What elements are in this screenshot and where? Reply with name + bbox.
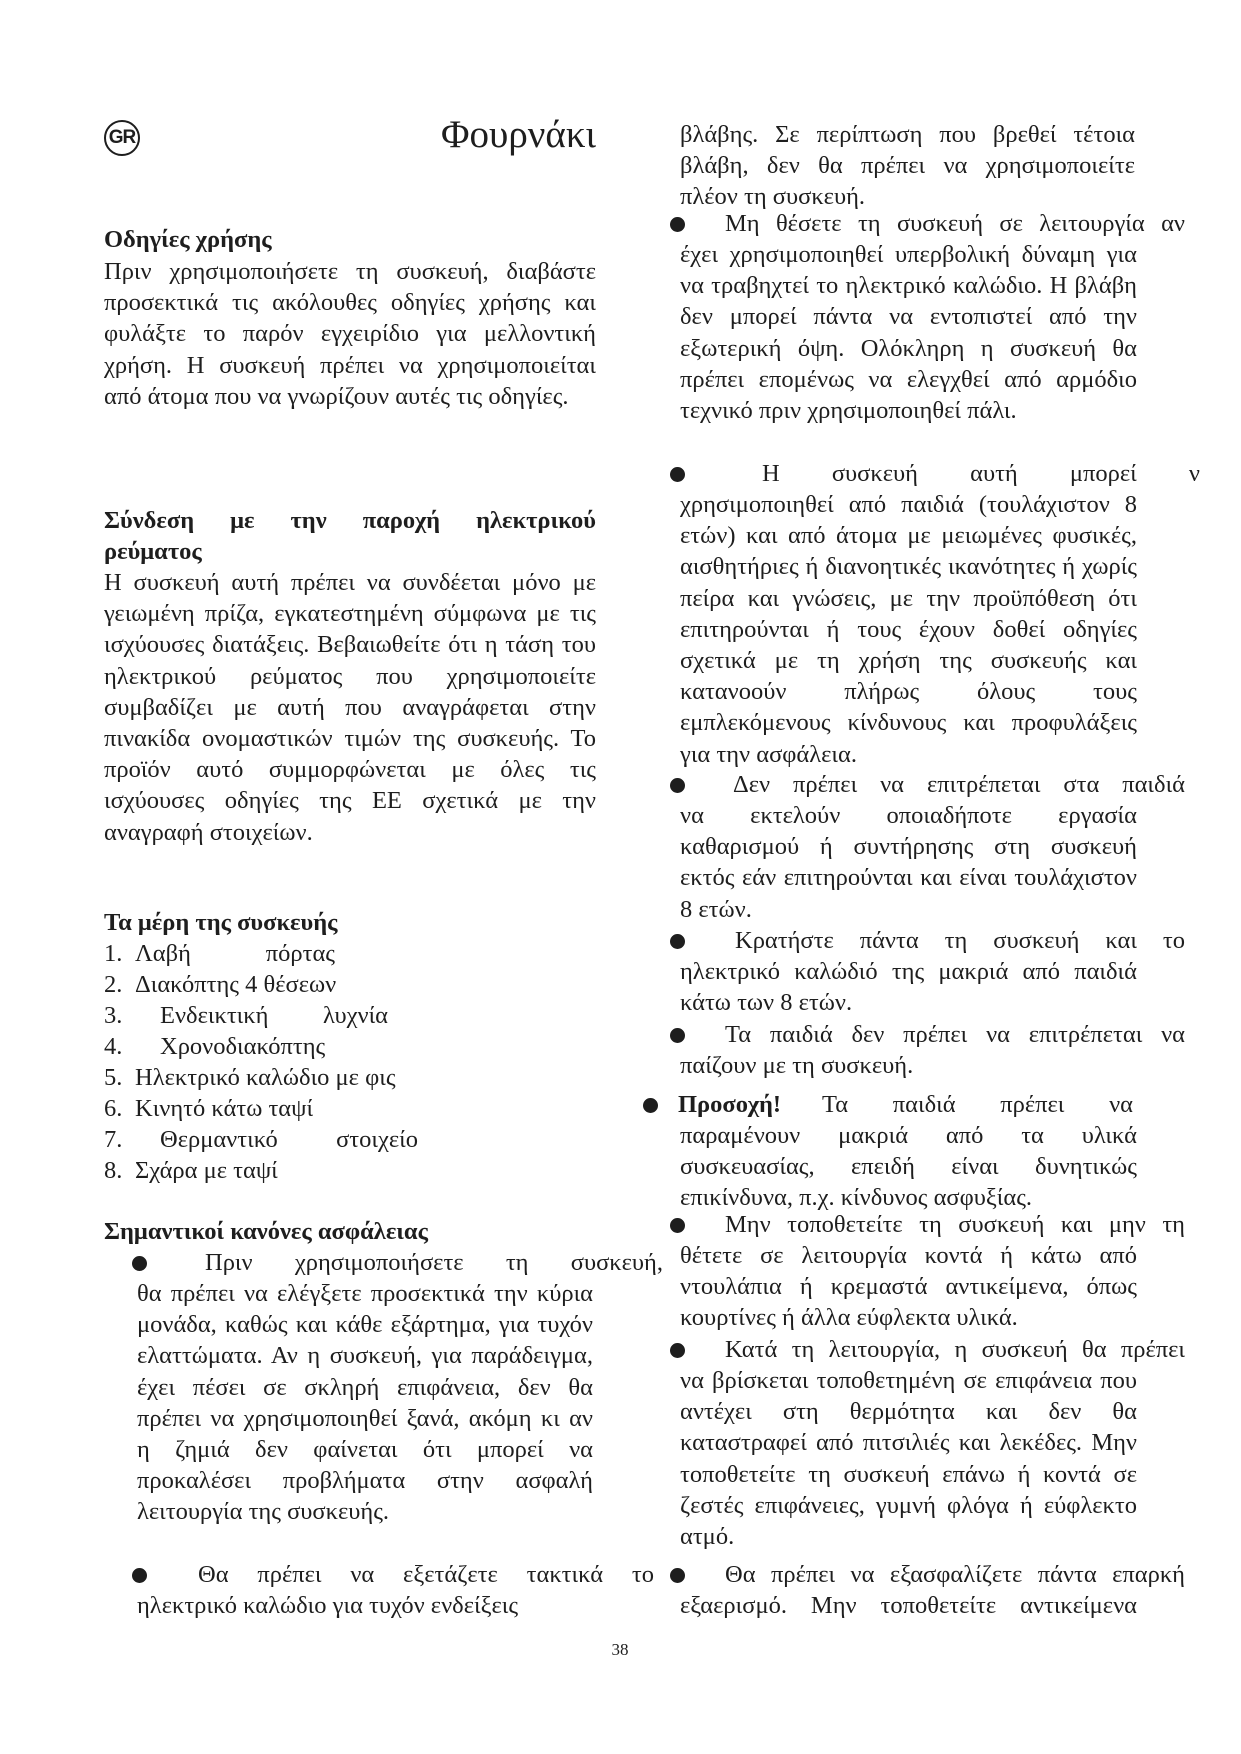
heading-safety: Σημαντικοί κανόνες ασφάλειας — [104, 1218, 428, 1245]
safety-item-first-line: Τα παιδιά δεν πρέπει να επιτρέπεται να — [725, 1021, 1185, 1048]
bullet-icon — [670, 778, 685, 793]
list-item-number: 6. — [104, 1095, 123, 1122]
safety-item-first-line: Η συσκευή αυτή μπορεί ν — [762, 460, 1200, 487]
safety-item: θα πρέπει να ελέγξετε προσεκτικά την κύρια μονάδα, καθώς και κάθε εξάρτημα, για τυχόν ελαττώματα. Αν η συσκευή, για παράδειγμα, έχει πέσει σε σκληρή επιφάνεια, δεν θα πρέπει να χρησιμοποιηθεί ξανά, ακόμη κι αν η ζημιά δεν φαίνεται ότι μπορεί να προκαλέσει προβλήματα στην ασφαλή λειτουργία της συσκευής. — [137, 1280, 593, 1526]
list-item: Κινητό κάτω ταψί — [135, 1095, 314, 1122]
safety-item: να βρίσκεται τοποθετημένη σε επιφάνεια που αντέχει στη θερμότητα και δεν θα καταστραφεί από πιτσιλιές και λεκέδες. Μην τοποθετείτε τη συσκευή επάνω ή κοντά σε ζεστές επιφάνειες, γυμνή φλόγα ή εύφλεκτο ατμό. — [680, 1367, 1137, 1551]
heading-instructions: Οδηγίες χρήσης — [104, 226, 272, 253]
list-item-number: 2. — [104, 971, 123, 998]
bullet-icon — [132, 1256, 147, 1271]
heading-connection: Σύνδεση με την παροχή ηλεκτρικού — [104, 507, 596, 534]
list-item-number: 5. — [104, 1064, 123, 1091]
safety-item-first-line: Θα πρέπει να εξετάζετε τακτικά το — [198, 1561, 654, 1588]
safety-item-first-line: Πριν χρησιμοποιήσετε τη συσκευή, — [205, 1249, 663, 1276]
list-item-number: 1. — [104, 940, 123, 967]
heading-connection-line2: ρεύματος — [104, 538, 202, 565]
safety-item: παραμένουν μακριά από τα υλικά συσκευασίας, επειδή είναι δυνητικώς επικίνδυνα, π.χ. κίνδυνος ασφυξίας. — [680, 1122, 1137, 1212]
safety-item-first-line: Μην τοποθετείτε τη συσκευή και μην τη — [725, 1211, 1185, 1238]
list-item: Θερμαντικό στοιχείο — [160, 1126, 418, 1153]
safety-item-continued: βλάβης. Σε περίπτωση που βρεθεί τέτοια βλάβη, δεν θα πρέπει να χρησιμοποιείτε πλέον τη συσκευή. — [680, 121, 1135, 211]
safety-item: έχει χρησιμοποιηθεί υπερβολική δύναμη για να τραβηχτεί το ηλεκτρικό καλώδιο. Η βλάβη δεν μπορεί πάντα να εντοπιστεί από την εξωτερική όψη. Ολόκληρη η συσκευή θα πρέπει επομένως να ελεγχθεί από αρμόδιο τεχνικό πριν χρησιμοποιηθεί πάλι. — [680, 241, 1137, 425]
list-item: Χρονοδιακόπτης — [160, 1033, 326, 1060]
list-item: Λαβή πόρτας — [135, 940, 335, 967]
bullet-icon — [670, 1218, 685, 1233]
safety-item-first-line: Μη θέσετε τη συσκευή σε λειτουργία αν — [725, 210, 1185, 237]
language-badge-gr: GR — [104, 120, 140, 156]
safety-item: ηλεκτρικό καλώδιο για τυχόν ενδείξεις — [137, 1592, 519, 1619]
bullet-icon — [670, 467, 685, 482]
list-item: Ενδεικτική λυχνία — [160, 1002, 388, 1029]
paragraph-instructions: Πριν χρησιμοποιήσετε τη συσκευή, διαβάστε προσεκτικά τις ακόλουθες οδηγίες χρήσης και φυλάξτε το παρόν εγχειρίδιο για μελλοντική χρήση. Η συσκευή πρέπει να χρησιμοποιείται από άτομα που να γνωρίζουν αυτές τις οδηγίες. — [104, 258, 596, 410]
list-item-number: 4. — [104, 1033, 123, 1060]
bullet-icon — [670, 217, 685, 232]
paragraph-connection: Η συσκευή αυτή πρέπει να συνδέεται μόνο με γειωμένη πρίζα, εγκατεστημένη σύμφωνα με τις ισχύουσες διατάξεις. Βεβαιωθείτε ότι η τάση του ηλεκτρικού ρεύματος που χρησιμοποιείτε συμβαδίζει με αυτή που αναγράφεται στην πινακίδα ονομαστικών τιμών της συσκευής. Το προϊόν αυτό συμμορφώνεται με όλες τις ισχύουσες οδηγίες της ΕΕ σχετικά με την αναγραφή στοιχείων. — [104, 569, 596, 846]
page-title: Φουρνάκι — [441, 113, 596, 156]
safety-item-first-line: Δεν πρέπει να επιτρέπεται στα παιδιά — [733, 771, 1185, 798]
warning-label: Προσοχή! — [678, 1091, 782, 1118]
safety-item-first-line: Τα παιδιά πρέπει να — [822, 1091, 1133, 1118]
safety-item: ηλεκτρικό καλώδιό της μακριά από παιδιά κάτω των 8 ετών. — [680, 958, 1137, 1017]
list-item: Διακόπτης 4 θέσεων — [135, 971, 337, 998]
bullet-icon — [670, 1568, 685, 1583]
bullet-icon — [670, 1343, 685, 1358]
safety-item: παίζουν με τη συσκευή. — [680, 1052, 914, 1079]
list-item-number: 3. — [104, 1002, 123, 1029]
bullet-icon — [132, 1568, 147, 1583]
list-item: Σχάρα με ταψί — [135, 1157, 278, 1184]
heading-parts: Τα μέρη της συσκευής — [104, 909, 338, 936]
list-item-number: 7. — [104, 1126, 123, 1153]
list-item-number: 8. — [104, 1157, 123, 1184]
list-item: Ηλεκτρικό καλώδιο με φις — [135, 1064, 396, 1091]
safety-item: χρησιμοποιηθεί από παιδιά (τουλάχιστον 8 ετών) και από άτομα με μειωμένες φυσικές, αισθητήριες ή διανοητικές ικανότητες ή χωρίς πείρα και γνώσεις, με την προϋπόθεση ότι επιτηρούνται ή τους έχουν δοθεί οδηγίες σχετικά με τη χρήση της συσκευής και κατανοούν πλήρως όλους τους εμπλεκόμενους κίνδυνους και προφυλάξεις για την ασφάλεια. — [680, 491, 1137, 768]
safety-item: θέτετε σε λειτουργία κοντά ή κάτω από ντουλάπια ή κρεμαστά αντικείμενα, όπως κουρτίνες ή άλλα εύφλεκτα υλικά. — [680, 1242, 1137, 1332]
safety-item: εξαερισμό. Μην τοποθετείτε αντικείμενα — [680, 1592, 1137, 1619]
bullet-icon — [670, 934, 685, 949]
bullet-icon — [643, 1098, 658, 1113]
page-number: 38 — [611, 1640, 629, 1659]
safety-item: να εκτελούν οποιαδήποτε εργασία καθαρισμού ή συντήρησης στη συσκευή εκτός εάν επιτηρούνται και είναι τουλάχιστον 8 ετών. — [680, 802, 1137, 923]
bullet-icon — [670, 1028, 685, 1043]
safety-item-first-line: Κατά τη λειτουργία, η συσκευή θα πρέπει — [725, 1336, 1185, 1363]
safety-item-first-line: Κρατήστε πάντα τη συσκευή και το — [735, 927, 1185, 954]
safety-item-first-line: Θα πρέπει να εξασφαλίζετε πάντα επαρκή — [725, 1561, 1185, 1588]
